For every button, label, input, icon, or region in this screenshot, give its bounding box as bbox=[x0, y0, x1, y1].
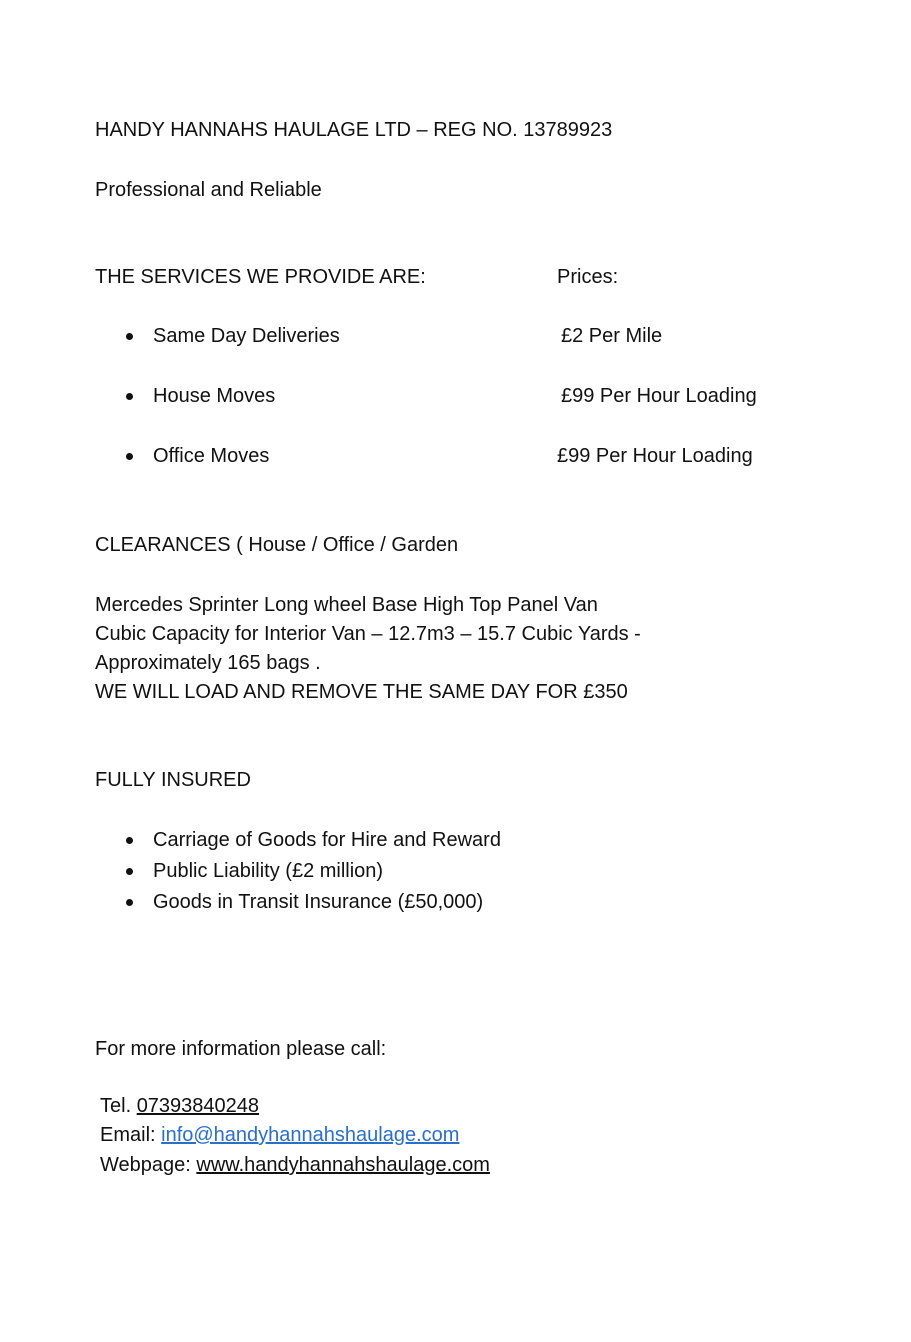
service-name: Office Moves bbox=[153, 445, 270, 467]
clearances-line: Mercedes Sprinter Long wheel Base High Top Panel Van bbox=[95, 594, 598, 616]
bullet-icon bbox=[126, 393, 133, 400]
services-heading: THE SERVICES WE PROVIDE ARE: bbox=[95, 266, 426, 288]
service-name: Same Day Deliveries bbox=[153, 325, 340, 347]
email-label: Email: bbox=[100, 1124, 162, 1146]
webpage-link[interactable]: www.handyhannahshaulage.com bbox=[196, 1154, 490, 1176]
tel-label: Tel. bbox=[100, 1095, 137, 1117]
service-price: £99 Per Hour Loading bbox=[557, 445, 753, 467]
tel-link[interactable]: 07393840248 bbox=[136, 1095, 260, 1117]
email-row bbox=[100, 1123, 459, 1147]
bullet-icon bbox=[126, 453, 133, 460]
insurance-heading: FULLY INSURED bbox=[95, 769, 251, 791]
tagline: Professional and Reliable bbox=[95, 179, 322, 201]
service-price: £2 Per Mile bbox=[561, 325, 663, 347]
prices-heading: Prices: bbox=[557, 266, 619, 288]
bullet-icon bbox=[126, 868, 133, 875]
tel-row bbox=[100, 1094, 259, 1118]
insurance-item: Goods in Transit Insurance (£50,000) bbox=[153, 891, 484, 913]
insurance-item: Carriage of Goods for Hire and Reward bbox=[153, 829, 501, 851]
clearances-line: Approximately 165 bags . bbox=[95, 652, 321, 674]
insurance-item: Public Liability (£2 million) bbox=[153, 860, 384, 882]
contact-intro: For more information please call: bbox=[95, 1038, 387, 1060]
service-name: House Moves bbox=[153, 385, 276, 407]
company-header: HANDY HANNAHS HAULAGE LTD – REG NO. 13789923 bbox=[95, 119, 613, 141]
clearances-line: Cubic Capacity for Interior Van – 12.7m3 – 15.7 Cubic Yards - bbox=[95, 623, 641, 645]
email-link[interactable]: info@handyhannahshaulage.com bbox=[161, 1124, 460, 1146]
webpage-row bbox=[100, 1153, 490, 1177]
clearances-price-line: WE WILL LOAD AND REMOVE THE SAME DAY FOR £350 bbox=[95, 681, 628, 703]
clearances-heading: CLEARANCES ( House / Office / Garden bbox=[95, 534, 459, 556]
webpage-label: Webpage: bbox=[100, 1154, 197, 1176]
service-price: £99 Per Hour Loading bbox=[561, 385, 757, 407]
bullet-icon bbox=[126, 333, 133, 340]
bullet-icon bbox=[126, 899, 133, 906]
bullet-icon bbox=[126, 837, 133, 844]
